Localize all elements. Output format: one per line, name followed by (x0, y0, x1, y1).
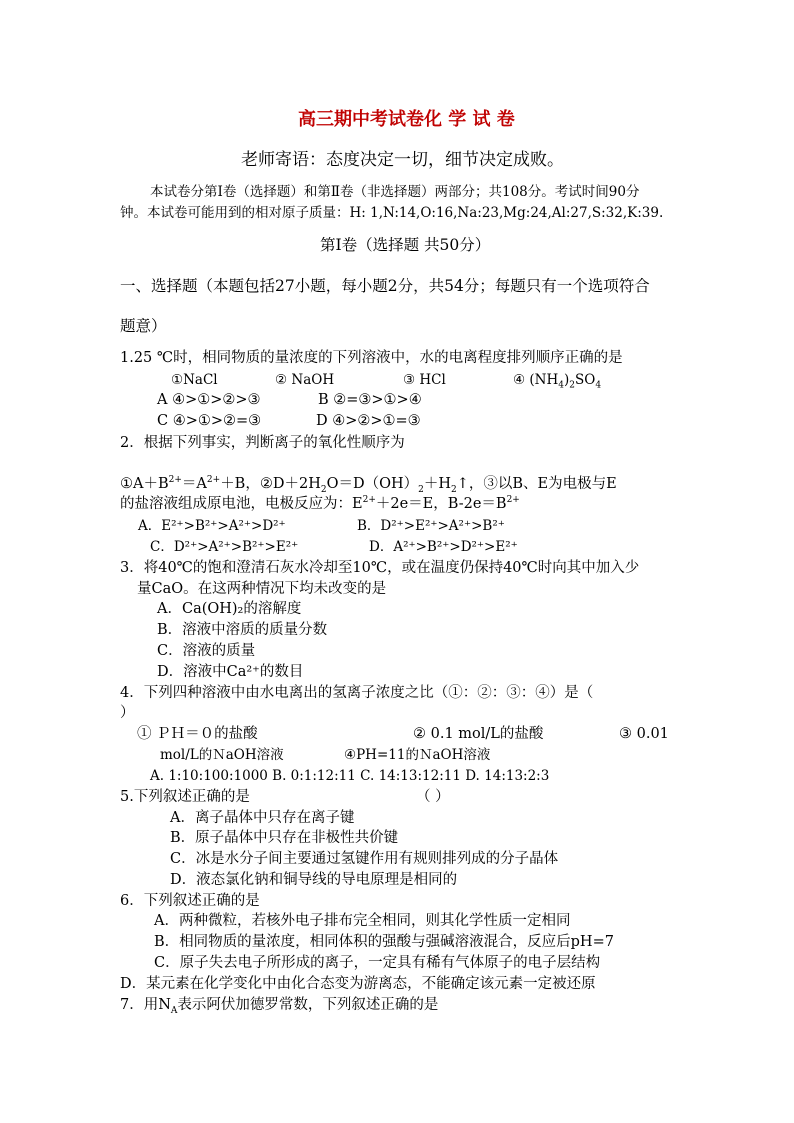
q5-stem: 5.下列叙述正确的是 (120, 789, 250, 805)
q5-option-c: C．冰是水分子间主要通过氢键作用有规则排列成的分子晶体 (170, 851, 559, 867)
q5-option-d: D．液态氯化钠和铜导线的导电原理是相同的 (170, 872, 458, 888)
q1-option-b: B ②=③>①>④ (318, 392, 422, 408)
q2-stem: 2．根据下列事实，判断离子的氧化性顺序为 (120, 435, 405, 451)
q1-item-3: ③ HCl (403, 372, 446, 388)
q1-stem: 1.25 ℃时，相同物质的量浓度的下列溶液中，水的电离程度排列顺序正确的是 (120, 350, 623, 366)
q2-fact1: $①A+B^{2+}=A^{2+}+B$， (120, 475, 260, 492)
paper-title: 高三期中考试卷化 学 试 卷 (298, 109, 515, 130)
q5-option-a: A．离子晶体中只存在离子键 (170, 810, 355, 826)
section-title: 第Ⅰ卷（选择题 共50分） (320, 236, 491, 254)
teacher-motto: 老师寄语：态度决定一切，细节决定成败。 (241, 150, 564, 170)
q1-item-2: ② NaOH (275, 372, 335, 388)
part1-heading-line1: 一、选择题（本题包括27小题，每小题2分，共54分；每题只有一个选项符合 (120, 277, 650, 295)
q2-fact-line2: 的盐溶液组成原电池，电极反应为：$E^{2+}+2e=E$，$B-2e=B^{2+}$ (120, 495, 520, 512)
q2-option-b: B．D²⁺>E²⁺>A²⁺>B²⁺ (357, 518, 505, 534)
q4-item-2: ② 0.1 mol/L的盐酸 (413, 726, 544, 742)
q1-option-a: A ④>①>②>③ (157, 392, 261, 408)
q2-option-c: C．D²⁺>A²⁺>B²⁺>E²⁺ (150, 539, 299, 555)
intro-line-2: 钟。本试卷可能用到的相对原子质量：H: 1,N:14,O:16,Na:23,Mg:24,Al:27,S:32,K:39. (120, 205, 664, 221)
q3-option-b: B．溶液中溶质的质量分数 (157, 622, 328, 638)
q1-option-c: C ④>①>②=③ (157, 413, 262, 429)
q4-item-3-unit: mol/L的ＮaOH溶液 (160, 747, 284, 763)
q4-item-3: ③ 0.01 (619, 726, 669, 742)
q1-item-1: ①NaCl (171, 372, 218, 388)
q1-option-d: D ④>②>①=③ (316, 413, 421, 429)
q6-option-d: D．某元素在化学变化中由化合态变为游离态，不能确定该元素一定被还原 (120, 976, 596, 992)
q6-option-a: A．两种微粒，若核外电子排布完全相同，则其化学性质一定相同 (154, 913, 571, 929)
q4-stem-line1: 4．下列四种溶液中由水电离出的氢离子浓度之比（①：②：③：④）是（ (120, 685, 594, 701)
q2-fact2: $②D+2H_2O=D(OH)_2+H_2↑$， (259, 476, 484, 495)
q7-stem: 7．用$N_A$表示阿伏加德罗常数，下列叙述正确的是 (120, 997, 439, 1016)
q3-stem-line1: 3．将40℃的饱和澄清石灰水冷却至10℃，或在温度仍保持40℃时向其中加入少 (120, 560, 640, 576)
q5-option-b: B．原子晶体中只存在非极性共价键 (170, 830, 399, 846)
q3-option-c: C．溶液的质量 (157, 643, 256, 659)
q3-option-d: D．溶液中Ca²⁺的数目 (157, 664, 304, 680)
q4-stem-line2: ） (120, 705, 135, 721)
q6-stem: 6．下列叙述正确的是 (120, 893, 260, 909)
q6-option-b: B．相同物质的量浓度，相同体积的强酸与强碱溶液混合，反应后pH=7 (154, 934, 614, 950)
q4-item-1: ① ＰＨ＝０的盐酸 (137, 726, 258, 742)
q1-item-4: ④ $(NH_4)_2SO_4$ (513, 372, 602, 391)
q4-item-4: ④PH=11的ＮaOH溶液 (344, 747, 491, 763)
q6-option-c: C．原子失去电子所形成的离子，一定具有稀有气体原子的电子层结构 (154, 955, 601, 971)
intro-line-1: 本试卷分第Ⅰ卷（选择题）和第Ⅱ卷（非选择题）两部分；共108分。考试时间90分 (150, 184, 640, 200)
q2-fact3-start: ③以B、E为电极与E (483, 476, 617, 492)
q4-options: A. 1:10:100:1000 B. 0:1:12:11 C. 14:13:12:11 D. 14:13:2:3 (150, 768, 550, 784)
q3-stem-line2: 量CaO。在这两种情况下均未改变的是 (137, 581, 387, 597)
q5-answer-paren: （ ） (416, 789, 450, 805)
q2-option-d: D．A²⁺>B²⁺>D²⁺>E²⁺ (369, 539, 518, 555)
q2-option-a: A．E²⁺>B²⁺>A²⁺>D²⁺ (138, 518, 286, 534)
part1-heading-line2: 题意） (120, 317, 167, 335)
q3-option-a: A．Ca(OH)₂的溶解度 (157, 601, 302, 617)
q2-fact-line1 (120, 476, 617, 493)
